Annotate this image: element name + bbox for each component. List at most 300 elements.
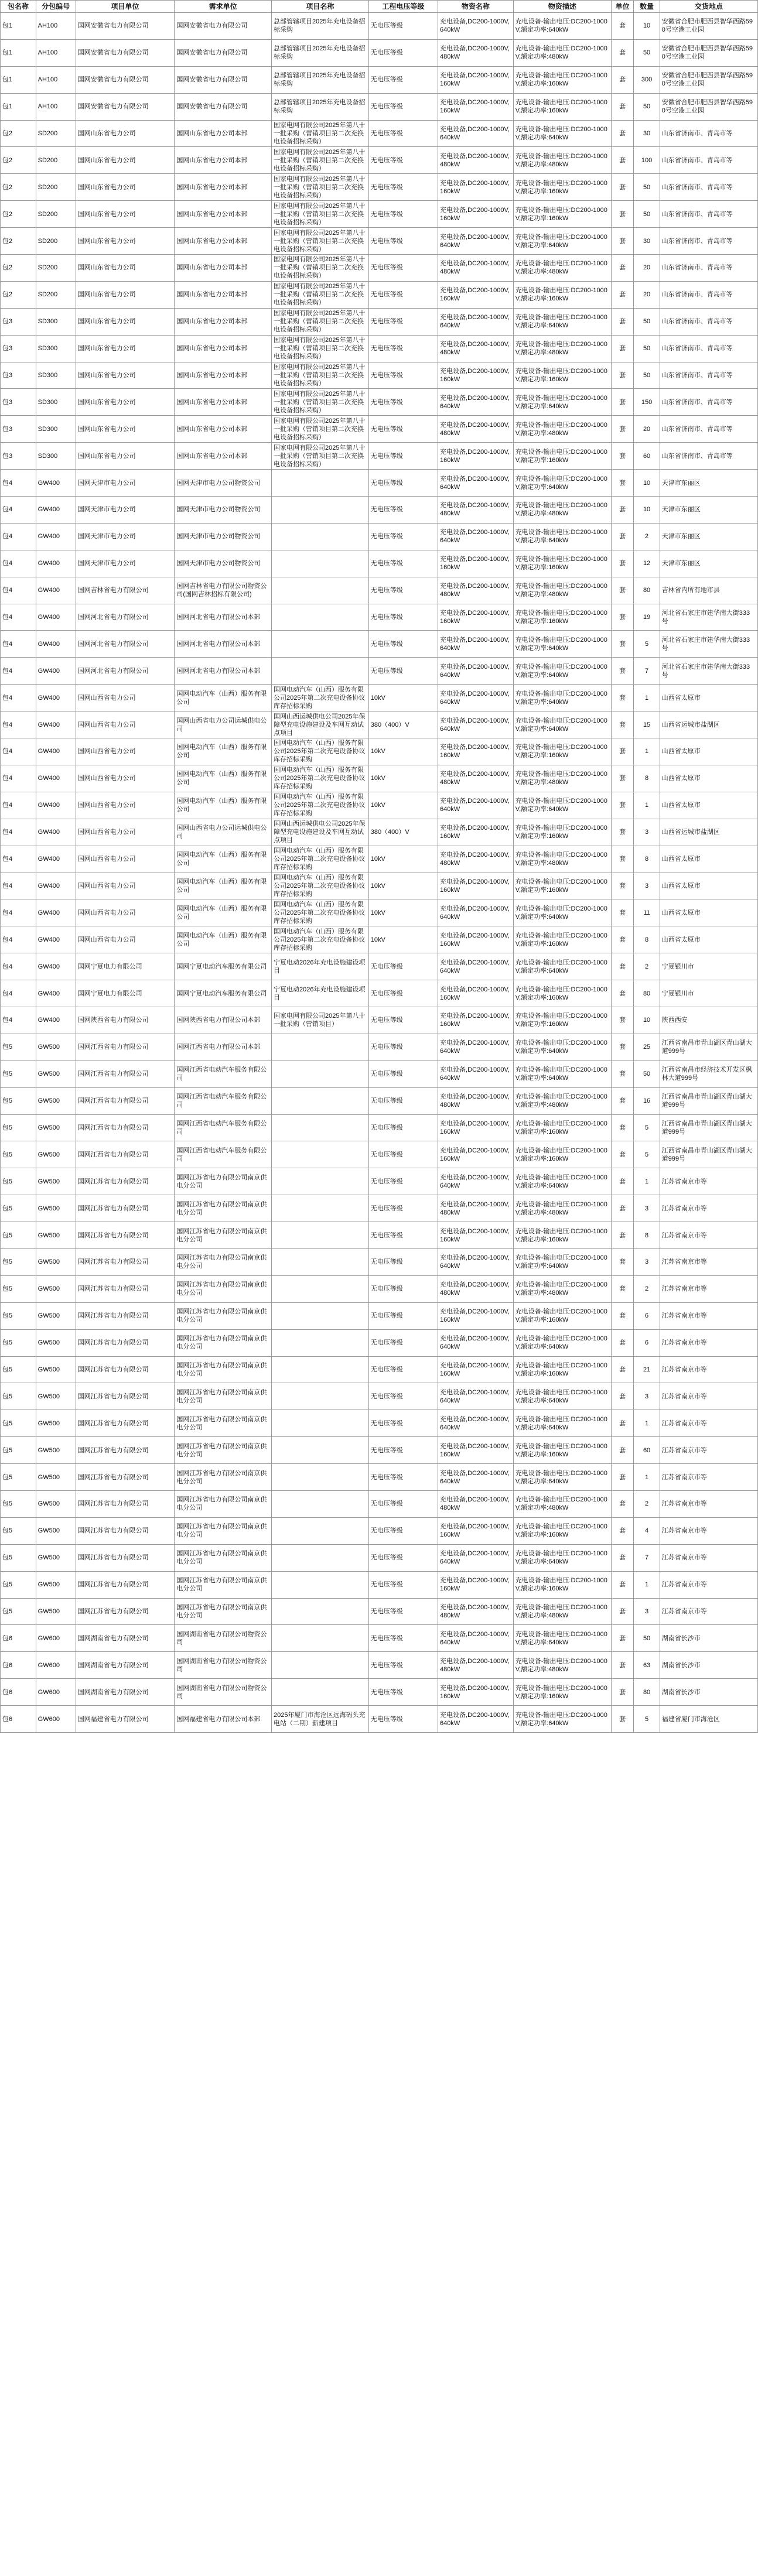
cell-material-desc: 充电设备-输出电压:DC200-1000V,额定功率:160kW	[513, 443, 611, 470]
cell-package-name: 包6	[1, 1625, 36, 1652]
cell-package-name: 包3	[1, 362, 36, 389]
cell-delivery-location: 山东省济南市、青岛市等	[660, 281, 757, 308]
cell-subpackage-code: GW500	[36, 1275, 76, 1302]
table-row	[1, 66, 758, 93]
cell-voltage-level: 无电压等级	[368, 1114, 438, 1141]
cell-material-desc: 充电设备-输出电压:DC200-1000V,额定功率:160kW	[513, 1007, 611, 1034]
cell-material-desc: 充电设备-输出电压:DC200-1000V,额定功率:640kW	[513, 228, 611, 255]
cell-project-unit: 国网天津市电力公司	[76, 470, 175, 497]
cell-voltage-level: 无电压等级	[368, 13, 438, 40]
cell-unit: 套	[611, 1168, 633, 1195]
cell-project-unit: 国网天津市电力公司	[76, 497, 175, 524]
cell-material-desc: 充电设备-输出电压:DC200-1000V,额定功率:480kW	[513, 497, 611, 524]
cell-unit: 套	[611, 1706, 633, 1733]
cell-voltage-level: 10kV	[368, 846, 438, 873]
table-row	[1, 13, 758, 40]
table-row	[1, 577, 758, 604]
cell-project-unit: 国网江苏省电力有限公司	[76, 1598, 175, 1625]
cell-delivery-location: 安徽省合肥市肥西县智华西路590号空港工业园	[660, 39, 757, 66]
cell-demand-unit: 国网江西省电动汽车服务有限公司	[175, 1087, 272, 1114]
cell-material-desc: 充电设备-输出电压:DC200-1000V,额定功率:640kW	[513, 523, 611, 550]
table-row	[1, 1168, 758, 1195]
cell-material-name: 充电设备,DC200-1000V,480kW	[438, 497, 514, 524]
cell-material-name: 充电设备,DC200-1000V,480kW	[438, 1652, 514, 1679]
table-row	[1, 926, 758, 953]
table-row	[1, 228, 758, 255]
cell-subpackage-code: GW400	[36, 711, 76, 738]
cell-material-name: 充电设备,DC200-1000V,640kW	[438, 685, 514, 711]
cell-delivery-location: 福建省厦门市海沧区	[660, 1706, 757, 1733]
cell-voltage-level: 无电压等级	[368, 1437, 438, 1464]
cell-project-name	[272, 1571, 369, 1598]
cell-project-name	[272, 658, 369, 685]
cell-package-name: 包5	[1, 1034, 36, 1060]
cell-demand-unit: 国网山东省电力公司本部	[175, 389, 272, 416]
cell-material-desc: 充电设备-输出电压:DC200-1000V,额定功率:640kW	[513, 1383, 611, 1410]
cell-unit: 套	[611, 1114, 633, 1141]
cell-package-name: 包5	[1, 1383, 36, 1410]
cell-voltage-level: 无电压等级	[368, 1652, 438, 1679]
cell-project-unit: 国网江苏省电力有限公司	[76, 1571, 175, 1598]
cell-delivery-location: 山东省济南市、青岛市等	[660, 147, 757, 174]
cell-material-desc: 充电设备-输出电压:DC200-1000V,额定功率:480kW	[513, 255, 611, 282]
cell-delivery-location: 天津市东丽区	[660, 470, 757, 497]
cell-quantity: 11	[634, 899, 660, 926]
table-row	[1, 255, 758, 282]
cell-project-unit: 国网山东省电力公司	[76, 335, 175, 362]
cell-quantity: 15	[634, 711, 660, 738]
cell-subpackage-code: GW400	[36, 550, 76, 577]
cell-subpackage-code: GW400	[36, 953, 76, 980]
cell-delivery-location: 山东省济南市、青岛市等	[660, 120, 757, 147]
cell-project-name	[272, 1517, 369, 1544]
cell-subpackage-code: GW400	[36, 873, 76, 899]
table-row	[1, 899, 758, 926]
cell-material-desc: 充电设备-输出电压:DC200-1000V,额定功率:640kW	[513, 1060, 611, 1087]
table-row	[1, 1275, 758, 1302]
cell-unit: 套	[611, 980, 633, 1007]
cell-subpackage-code: GW500	[36, 1195, 76, 1222]
cell-project-name	[272, 1544, 369, 1571]
cell-unit: 套	[611, 926, 633, 953]
cell-subpackage-code: SD300	[36, 389, 76, 416]
cell-subpackage-code: GW500	[36, 1248, 76, 1275]
cell-project-unit: 国网江苏省电力有限公司	[76, 1464, 175, 1491]
cell-material-desc: 充电设备-输出电压:DC200-1000V,额定功率:640kW	[513, 13, 611, 40]
table-row	[1, 389, 758, 416]
cell-material-name: 充电设备,DC200-1000V,480kW	[438, 416, 514, 443]
cell-subpackage-code: SD200	[36, 120, 76, 147]
cell-subpackage-code: SD200	[36, 255, 76, 282]
cell-project-unit: 国网山西省电力公司	[76, 899, 175, 926]
cell-material-name: 充电设备,DC200-1000V,160kW	[438, 281, 514, 308]
cell-material-desc: 充电设备-输出电压:DC200-1000V,额定功率:640kW	[513, 1248, 611, 1275]
cell-project-name: 2025年厦门市海沧区远海码头充电站（二期）新建项目	[272, 1706, 369, 1733]
cell-voltage-level: 无电压等级	[368, 953, 438, 980]
cell-project-name	[272, 1168, 369, 1195]
cell-project-name	[272, 1437, 369, 1464]
cell-delivery-location: 山东省济南市、青岛市等	[660, 308, 757, 335]
cell-voltage-level: 无电压等级	[368, 1060, 438, 1087]
cell-quantity: 2	[634, 1490, 660, 1517]
table-row	[1, 335, 758, 362]
cell-quantity: 3	[634, 1195, 660, 1222]
cell-subpackage-code: GW500	[36, 1141, 76, 1168]
cell-demand-unit: 国网江西省电动汽车服务有限公司	[175, 1114, 272, 1141]
cell-delivery-location: 山东省济南市、青岛市等	[660, 362, 757, 389]
cell-demand-unit: 国网江苏省电力有限公司南京供电分公司	[175, 1437, 272, 1464]
cell-delivery-location: 湖南省长沙市	[660, 1625, 757, 1652]
header-voltage-level: 工程电压等级	[368, 1, 438, 13]
cell-delivery-location: 江苏省南京市等	[660, 1195, 757, 1222]
table-row	[1, 1007, 758, 1034]
cell-subpackage-code: GW400	[36, 1007, 76, 1034]
cell-package-name: 包3	[1, 308, 36, 335]
cell-unit: 套	[611, 147, 633, 174]
cell-package-name: 包4	[1, 1007, 36, 1034]
cell-delivery-location: 天津市东丽区	[660, 523, 757, 550]
cell-material-name: 充电设备,DC200-1000V,480kW	[438, 1490, 514, 1517]
cell-delivery-location: 吉林省内所有地市县	[660, 577, 757, 604]
cell-project-name: 国家电网有限公司2025年第八十一批采购（营销项目第二次充换电设备招标采购）	[272, 335, 369, 362]
cell-unit: 套	[611, 389, 633, 416]
cell-voltage-level: 无电压等级	[368, 255, 438, 282]
cell-unit: 套	[611, 792, 633, 819]
cell-quantity: 3	[634, 1248, 660, 1275]
cell-material-name: 充电设备,DC200-1000V,480kW	[438, 1087, 514, 1114]
cell-project-unit: 国网江苏省电力有限公司	[76, 1222, 175, 1249]
cell-quantity: 30	[634, 228, 660, 255]
cell-voltage-level: 10kV	[368, 738, 438, 765]
cell-project-name	[272, 1383, 369, 1410]
cell-demand-unit: 国网电动汽车（山西）服务有限公司	[175, 685, 272, 711]
cell-unit: 套	[611, 174, 633, 201]
cell-project-unit: 国网山西省电力公司	[76, 926, 175, 953]
cell-package-name: 包2	[1, 255, 36, 282]
cell-voltage-level: 无电压等级	[368, 66, 438, 93]
cell-subpackage-code: GW400	[36, 523, 76, 550]
cell-package-name: 包2	[1, 201, 36, 228]
cell-quantity: 50	[634, 1625, 660, 1652]
table-row	[1, 1625, 758, 1652]
cell-package-name: 包4	[1, 658, 36, 685]
cell-subpackage-code: GW400	[36, 765, 76, 792]
cell-material-name: 充电设备,DC200-1000V,160kW	[438, 1679, 514, 1706]
cell-voltage-level: 无电压等级	[368, 1195, 438, 1222]
cell-project-name: 国家电网有限公司2025年第八十一批采购（营销项目）	[272, 1007, 369, 1034]
cell-subpackage-code: GW500	[36, 1087, 76, 1114]
cell-subpackage-code: GW500	[36, 1302, 76, 1329]
cell-voltage-level: 无电压等级	[368, 1356, 438, 1383]
cell-demand-unit: 国网河北省电力有限公司本部	[175, 658, 272, 685]
cell-quantity: 6	[634, 1302, 660, 1329]
cell-delivery-location: 江西省南昌市青山湖区青山湖大道999号	[660, 1087, 757, 1114]
cell-project-name	[272, 1464, 369, 1491]
cell-project-unit: 国网江西省电力有限公司	[76, 1034, 175, 1060]
cell-delivery-location: 江苏省南京市等	[660, 1544, 757, 1571]
cell-material-desc: 充电设备-输出电压:DC200-1000V,额定功率:640kW	[513, 1706, 611, 1733]
cell-material-name: 充电设备,DC200-1000V,480kW	[438, 577, 514, 604]
cell-project-name: 国家电网有限公司2025年第八十一批采购（营销项目第二次充换电设备招标采购）	[272, 255, 369, 282]
cell-demand-unit: 国网安徽省电力有限公司	[175, 66, 272, 93]
cell-quantity: 300	[634, 66, 660, 93]
cell-material-desc: 充电设备-输出电压:DC200-1000V,额定功率:640kW	[513, 792, 611, 819]
cell-package-name: 包5	[1, 1275, 36, 1302]
cell-subpackage-code: GW600	[36, 1652, 76, 1679]
cell-voltage-level: 无电压等级	[368, 281, 438, 308]
cell-project-name: 宁夏电动2026年充电设施建设项目	[272, 953, 369, 980]
cell-subpackage-code: GW400	[36, 577, 76, 604]
table-row	[1, 1060, 758, 1087]
cell-unit: 套	[611, 899, 633, 926]
header-project-name: 项目名称	[272, 1, 369, 13]
cell-material-desc: 充电设备-输出电压:DC200-1000V,额定功率:480kW	[513, 765, 611, 792]
cell-project-name	[272, 1490, 369, 1517]
cell-project-unit: 国网江苏省电力有限公司	[76, 1168, 175, 1195]
table-row	[1, 523, 758, 550]
cell-delivery-location: 山西省太原市	[660, 738, 757, 765]
cell-quantity: 63	[634, 1652, 660, 1679]
cell-voltage-level: 380（400）V	[368, 711, 438, 738]
cell-project-name: 国家电网有限公司2025年第八十一批采购（营销项目第二次充换电设备招标采购）	[272, 416, 369, 443]
cell-subpackage-code: SD300	[36, 362, 76, 389]
cell-delivery-location: 山西省运城市盐湖区	[660, 711, 757, 738]
cell-unit: 套	[611, 1329, 633, 1356]
table-row	[1, 846, 758, 873]
cell-delivery-location: 江苏省南京市等	[660, 1410, 757, 1437]
cell-project-unit: 国网山西省电力公司	[76, 685, 175, 711]
cell-quantity: 8	[634, 765, 660, 792]
cell-delivery-location: 江西省南昌市青山湖区青山湖大道999号	[660, 1141, 757, 1168]
cell-quantity: 50	[634, 201, 660, 228]
cell-package-name: 包3	[1, 389, 36, 416]
table-row	[1, 39, 758, 66]
cell-material-desc: 充电设备-输出电压:DC200-1000V,额定功率:160kW	[513, 66, 611, 93]
cell-delivery-location: 山东省济南市、青岛市等	[660, 416, 757, 443]
cell-project-name	[272, 1679, 369, 1706]
cell-demand-unit: 国网江苏省电力有限公司南京供电分公司	[175, 1168, 272, 1195]
cell-voltage-level: 无电压等级	[368, 550, 438, 577]
cell-package-name: 包3	[1, 443, 36, 470]
cell-package-name: 包1	[1, 39, 36, 66]
cell-material-name: 充电设备,DC200-1000V,640kW	[438, 711, 514, 738]
cell-subpackage-code: GW600	[36, 1679, 76, 1706]
cell-project-name	[272, 1034, 369, 1060]
cell-subpackage-code: SD200	[36, 147, 76, 174]
cell-project-unit: 国网山东省电力公司	[76, 174, 175, 201]
cell-demand-unit: 国网山东省电力公司本部	[175, 201, 272, 228]
cell-material-desc: 充电设备-输出电压:DC200-1000V,额定功率:640kW	[513, 1168, 611, 1195]
cell-delivery-location: 江苏省南京市等	[660, 1329, 757, 1356]
cell-delivery-location: 山西省太原市	[660, 873, 757, 899]
cell-delivery-location: 江苏省南京市等	[660, 1517, 757, 1544]
cell-voltage-level: 无电压等级	[368, 1329, 438, 1356]
table-row	[1, 1302, 758, 1329]
table-row	[1, 1114, 758, 1141]
cell-material-name: 充电设备,DC200-1000V,480kW	[438, 255, 514, 282]
cell-material-desc: 充电设备-输出电压:DC200-1000V,额定功率:160kW	[513, 1302, 611, 1329]
cell-project-unit: 国网山东省电力公司	[76, 281, 175, 308]
cell-material-desc: 充电设备-输出电压:DC200-1000V,额定功率:640kW	[513, 1625, 611, 1652]
cell-demand-unit: 国网江苏省电力有限公司南京供电分公司	[175, 1490, 272, 1517]
table-row	[1, 1356, 758, 1383]
cell-voltage-level: 无电压等级	[368, 1625, 438, 1652]
cell-material-name: 充电设备,DC200-1000V,160kW	[438, 980, 514, 1007]
cell-project-unit: 国网山东省电力公司	[76, 362, 175, 389]
cell-material-name: 充电设备,DC200-1000V,160kW	[438, 1517, 514, 1544]
cell-package-name: 包5	[1, 1356, 36, 1383]
cell-material-desc: 充电设备-输出电压:DC200-1000V,额定功率:160kW	[513, 174, 611, 201]
cell-demand-unit: 国网江苏省电力有限公司南京供电分公司	[175, 1464, 272, 1491]
cell-material-desc: 充电设备-输出电压:DC200-1000V,额定功率:160kW	[513, 201, 611, 228]
header-material-desc: 物资描述	[513, 1, 611, 13]
cell-demand-unit: 国网山东省电力公司本部	[175, 335, 272, 362]
cell-material-name: 充电设备,DC200-1000V,160kW	[438, 443, 514, 470]
cell-material-name: 充电设备,DC200-1000V,480kW	[438, 1598, 514, 1625]
cell-delivery-location: 河北省石家庄市建华南大街333号	[660, 631, 757, 658]
cell-material-name: 充电设备,DC200-1000V,640kW	[438, 658, 514, 685]
cell-voltage-level: 10kV	[368, 926, 438, 953]
cell-package-name: 包1	[1, 66, 36, 93]
cell-quantity: 2	[634, 1275, 660, 1302]
cell-subpackage-code: GW500	[36, 1410, 76, 1437]
cell-material-name: 充电设备,DC200-1000V,160kW	[438, 201, 514, 228]
cell-package-name: 包5	[1, 1464, 36, 1491]
cell-project-unit: 国网山东省电力公司	[76, 389, 175, 416]
table-row	[1, 1087, 758, 1114]
cell-voltage-level: 无电压等级	[368, 120, 438, 147]
cell-delivery-location: 宁夏银川市	[660, 980, 757, 1007]
cell-quantity: 16	[634, 1087, 660, 1114]
cell-project-name	[272, 1356, 369, 1383]
cell-project-unit: 国网陕西省电力有限公司	[76, 1007, 175, 1034]
cell-quantity: 5	[634, 1706, 660, 1733]
cell-voltage-level: 无电压等级	[368, 1087, 438, 1114]
cell-quantity: 1	[634, 1410, 660, 1437]
cell-delivery-location: 河北省石家庄市建华南大街333号	[660, 658, 757, 685]
table-row	[1, 953, 758, 980]
table-row	[1, 792, 758, 819]
cell-subpackage-code: GW400	[36, 792, 76, 819]
cell-material-name: 充电设备,DC200-1000V,480kW	[438, 1195, 514, 1222]
cell-delivery-location: 江苏省南京市等	[660, 1571, 757, 1598]
cell-unit: 套	[611, 93, 633, 120]
cell-package-name: 包2	[1, 281, 36, 308]
cell-demand-unit: 国网山东省电力公司本部	[175, 228, 272, 255]
cell-material-name: 充电设备,DC200-1000V,640kW	[438, 899, 514, 926]
cell-package-name: 包4	[1, 685, 36, 711]
table-row	[1, 416, 758, 443]
cell-quantity: 6	[634, 1329, 660, 1356]
cell-unit: 套	[611, 362, 633, 389]
cell-demand-unit: 国网吉林省电力有限公司物资公司(国网吉林招标有限公司)	[175, 577, 272, 604]
table-row	[1, 1383, 758, 1410]
cell-subpackage-code: GW600	[36, 1625, 76, 1652]
cell-demand-unit: 国网电动汽车（山西）服务有限公司	[175, 738, 272, 765]
cell-demand-unit: 国网山东省电力公司本部	[175, 362, 272, 389]
cell-material-name: 充电设备,DC200-1000V,640kW	[438, 120, 514, 147]
cell-voltage-level: 无电压等级	[368, 1544, 438, 1571]
cell-unit: 套	[611, 1652, 633, 1679]
cell-demand-unit: 国网安徽省电力有限公司	[175, 93, 272, 120]
table-row	[1, 1571, 758, 1598]
cell-subpackage-code: GW500	[36, 1544, 76, 1571]
cell-unit: 套	[611, 658, 633, 685]
table-row	[1, 281, 758, 308]
cell-unit: 套	[611, 631, 633, 658]
cell-subpackage-code: GW500	[36, 1598, 76, 1625]
cell-material-desc: 充电设备-输出电压:DC200-1000V,额定功率:160kW	[513, 604, 611, 631]
cell-quantity: 50	[634, 39, 660, 66]
cell-material-desc: 充电设备-输出电压:DC200-1000V,额定功率:640kW	[513, 658, 611, 685]
table-row	[1, 1490, 758, 1517]
cell-subpackage-code: GW400	[36, 470, 76, 497]
cell-unit: 套	[611, 819, 633, 846]
cell-material-desc: 充电设备-输出电压:DC200-1000V,额定功率:480kW	[513, 1490, 611, 1517]
cell-project-name: 总部管辖项目2025年充电设备招标采购	[272, 66, 369, 93]
cell-package-name: 包4	[1, 765, 36, 792]
cell-project-name: 国家电网有限公司2025年第八十一批采购（营销项目第二次充换电设备招标采购）	[272, 147, 369, 174]
table-row	[1, 1517, 758, 1544]
cell-unit: 套	[611, 443, 633, 470]
cell-project-unit: 国网江苏省电力有限公司	[76, 1195, 175, 1222]
cell-voltage-level: 无电压等级	[368, 1490, 438, 1517]
cell-project-name: 总部管辖项目2025年充电设备招标采购	[272, 93, 369, 120]
cell-quantity: 10	[634, 1007, 660, 1034]
cell-material-name: 充电设备,DC200-1000V,640kW	[438, 1625, 514, 1652]
cell-unit: 套	[611, 66, 633, 93]
cell-material-name: 充电设备,DC200-1000V,160kW	[438, 1437, 514, 1464]
cell-quantity: 12	[634, 550, 660, 577]
cell-unit: 套	[611, 577, 633, 604]
cell-demand-unit: 国网江苏省电力有限公司南京供电分公司	[175, 1410, 272, 1437]
cell-delivery-location: 山东省济南市、青岛市等	[660, 443, 757, 470]
cell-project-unit: 国网天津市电力公司	[76, 523, 175, 550]
cell-quantity: 25	[634, 1034, 660, 1060]
cell-subpackage-code: GW500	[36, 1329, 76, 1356]
cell-package-name: 包2	[1, 120, 36, 147]
cell-package-name: 包4	[1, 523, 36, 550]
cell-unit: 套	[611, 1195, 633, 1222]
cell-project-unit: 国网山西省电力公司	[76, 738, 175, 765]
cell-voltage-level: 无电压等级	[368, 1275, 438, 1302]
cell-quantity: 150	[634, 389, 660, 416]
cell-unit: 套	[611, 1383, 633, 1410]
cell-material-name: 充电设备,DC200-1000V,160kW	[438, 604, 514, 631]
cell-project-name	[272, 604, 369, 631]
cell-quantity: 3	[634, 1383, 660, 1410]
cell-project-name: 国网电动汽车（山西）服务有限公司2025年第二次充电设备协议库存招标采购	[272, 765, 369, 792]
cell-subpackage-code: AH100	[36, 66, 76, 93]
cell-delivery-location: 安徽省合肥市肥西县智华西路590号空港工业园	[660, 13, 757, 40]
cell-delivery-location: 江苏省南京市等	[660, 1248, 757, 1275]
cell-project-unit: 国网江苏省电力有限公司	[76, 1248, 175, 1275]
cell-voltage-level: 无电压等级	[368, 228, 438, 255]
cell-subpackage-code: AH100	[36, 13, 76, 40]
cell-delivery-location: 安徽省合肥市肥西县智华西路590号空港工业园	[660, 66, 757, 93]
table-row	[1, 685, 758, 711]
cell-project-unit: 国网江苏省电力有限公司	[76, 1490, 175, 1517]
cell-project-unit: 国网河北省电力有限公司	[76, 604, 175, 631]
cell-demand-unit: 国网山东省电力公司本部	[175, 147, 272, 174]
cell-material-name: 充电设备,DC200-1000V,480kW	[438, 39, 514, 66]
cell-project-unit: 国网山东省电力公司	[76, 416, 175, 443]
cell-package-name: 包5	[1, 1195, 36, 1222]
cell-demand-unit: 国网江苏省电力有限公司南京供电分公司	[175, 1598, 272, 1625]
table-row	[1, 1598, 758, 1625]
table-row	[1, 631, 758, 658]
cell-delivery-location: 江苏省南京市等	[660, 1168, 757, 1195]
